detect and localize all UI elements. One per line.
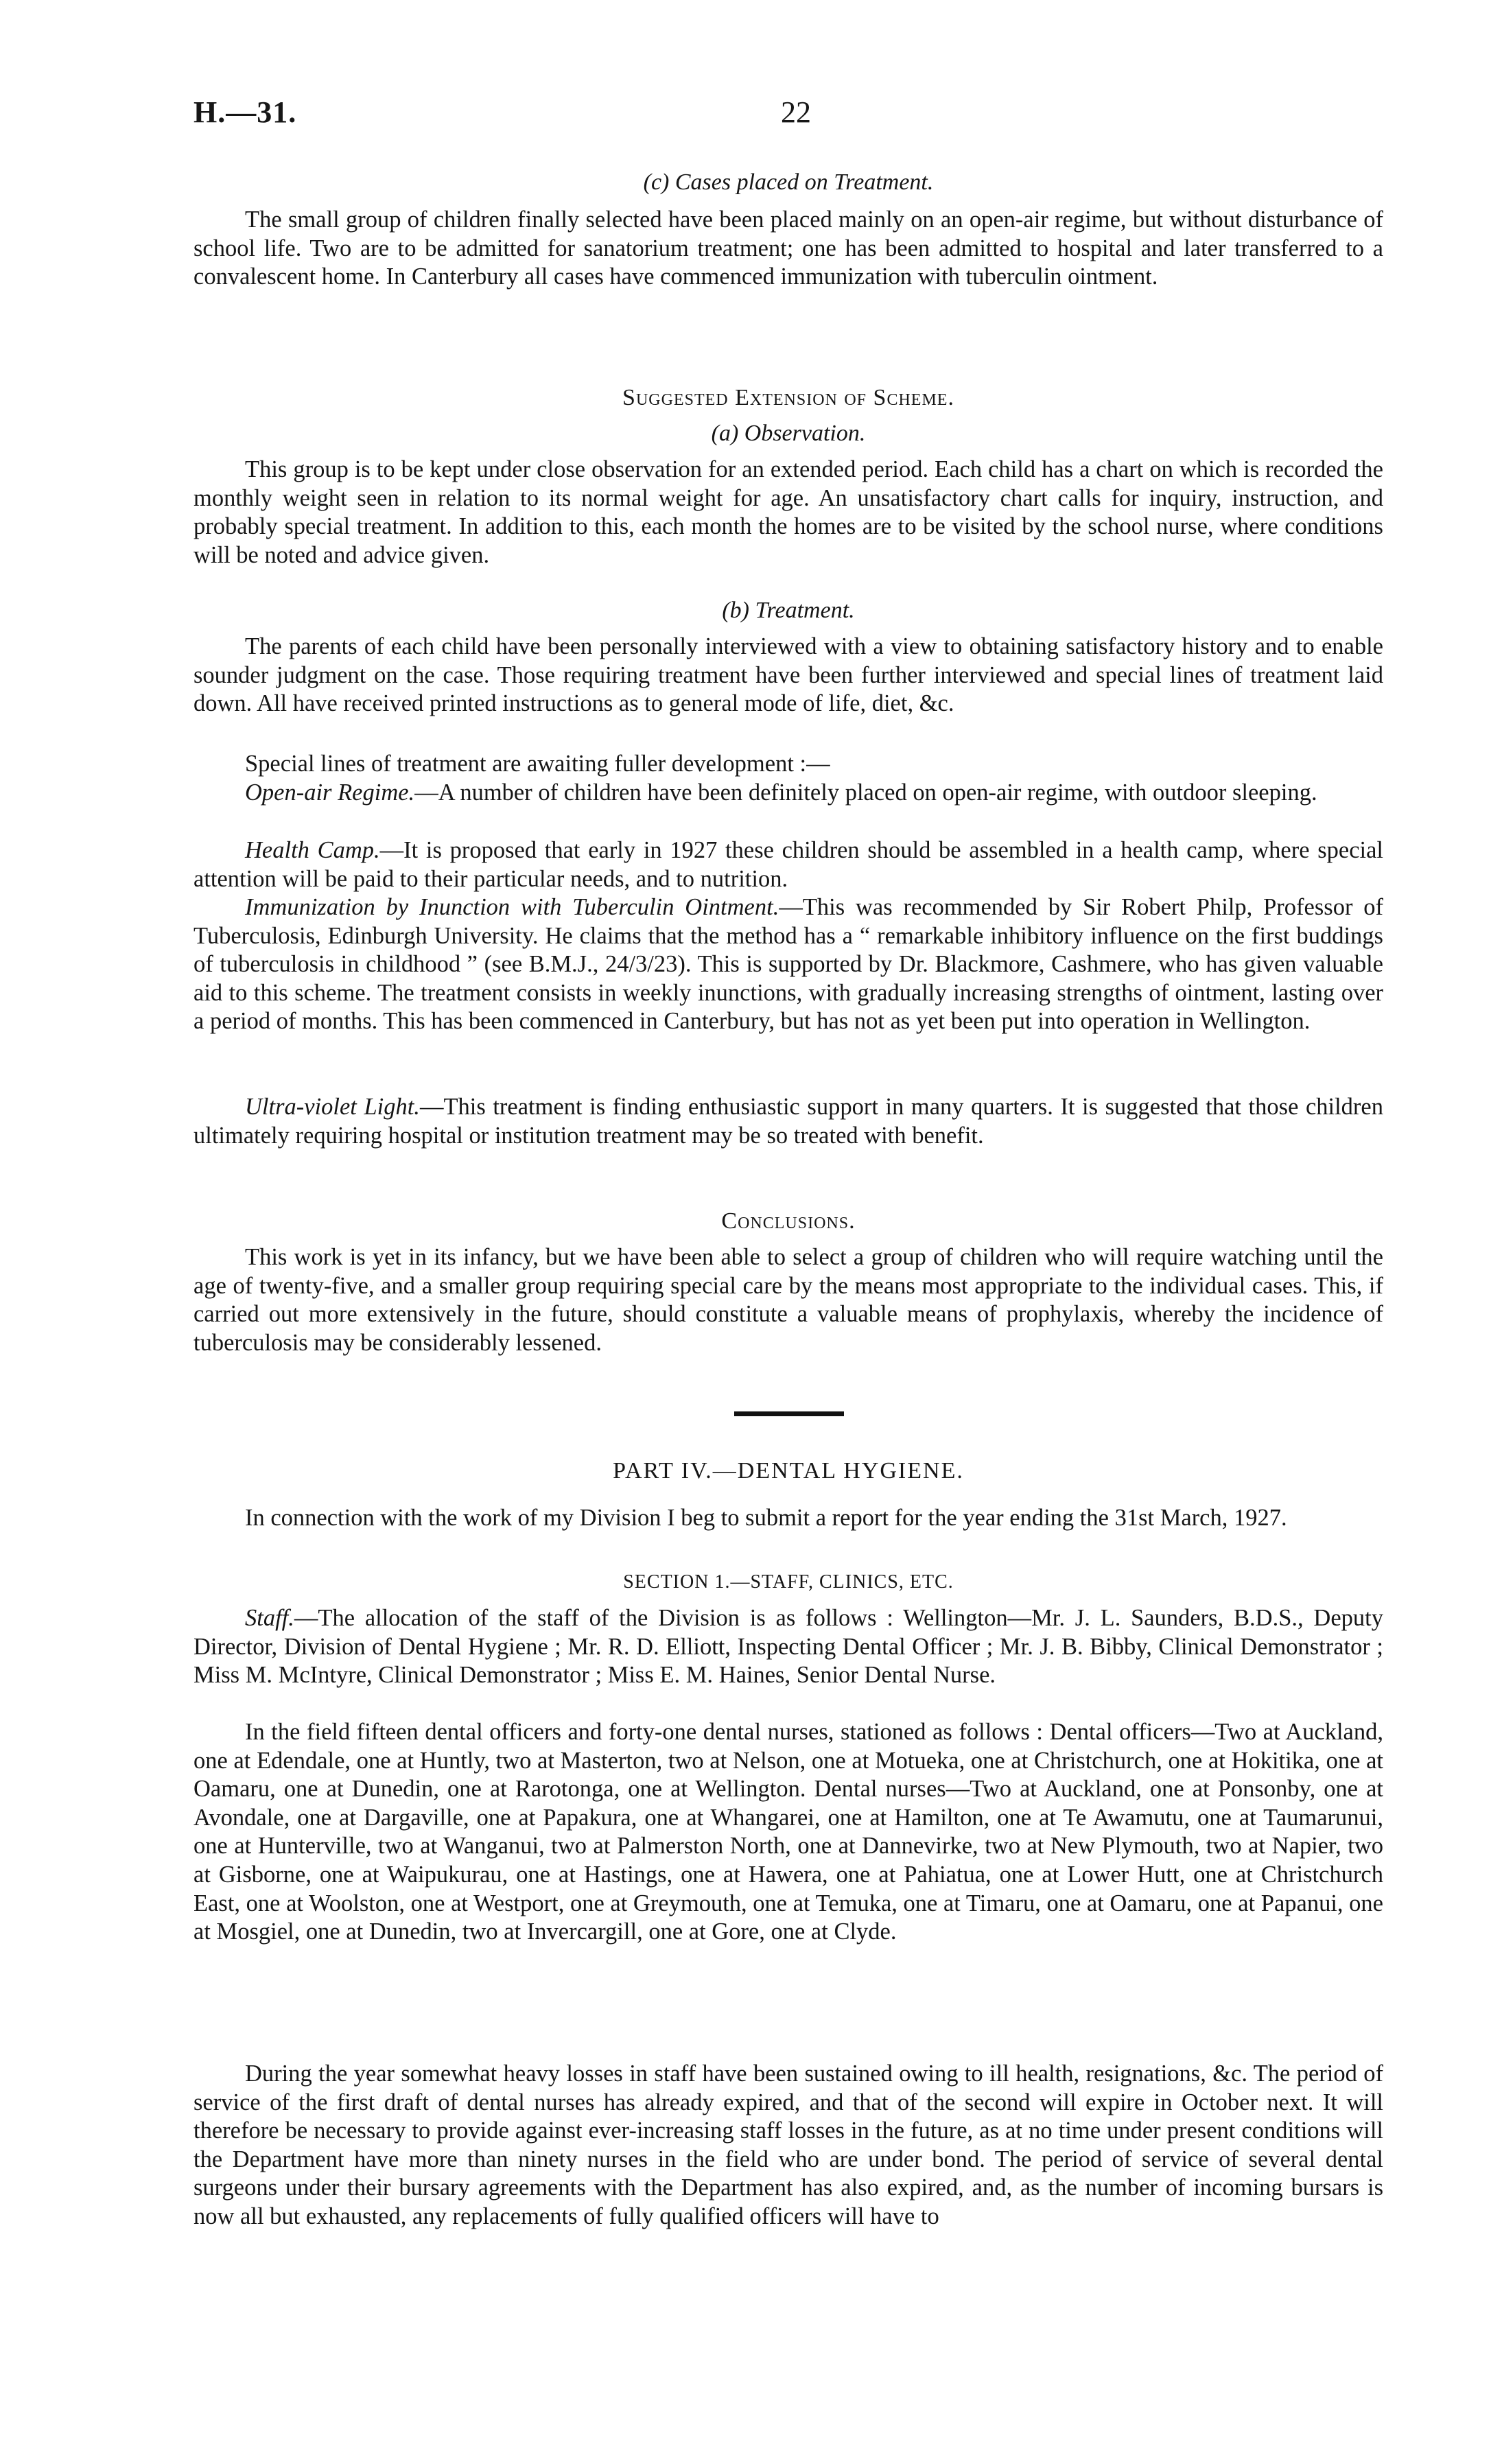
- staff-text: —The allocation of the staff of the Division is as follows : Wellington—Mr. J. L. Saunders, B.D.S., Deputy Director, Division of Dental Hygiene ; Mr. R. D. Elliott, Inspecting Dental Officer ; Mr. J. B. Bibby, Clinical Demonstrator ; Miss M. McIntyre, Clinical Demonstrator ; Miss E. M. Haines, Senior Dental Nurse.: [193, 1605, 1383, 1689]
- ultraviolet-paragraph: [193, 1093, 1383, 1150]
- cases-treatment-paragraph: The small group of children finally selected have been placed mainly on an open-air regime, but without disturbance of school life. Two are to be admitted for sanatorium treatment; one has been admitted to hospital and later transferred to a convalescent home. In Canterbury all cases have commenced immunization with tuberculin ointment.: [193, 207, 1383, 290]
- section-one-heading: SECTION 1.—STAFF, CLINICS, ETC.: [623, 1571, 954, 1593]
- conclusions-heading: Conclusions.: [721, 1208, 856, 1234]
- conclusions-paragraph: This work is yet in its infancy, but we have been able to select a group of children who will require watching until the age of twenty-five, and a smaller group requiring special care by the means most appropriate to the individual cases. This, if carried out more extensively in the future, should constitute a valuable means of prophylaxis, whereby the incidence of tuberculosis may be considerably lessened.: [193, 1244, 1383, 1356]
- report-reference: H.—31.: [193, 95, 297, 129]
- section-divider-rule: [734, 1411, 844, 1416]
- special-lines-paragraph: Special lines of treatment are awaiting fuller development :—: [245, 751, 830, 777]
- open-air-text: —A number of children have been definitely placed on open-air regime, with outdoor sleeping.: [414, 779, 1317, 806]
- health-camp-lead: Health Camp.: [245, 837, 380, 863]
- immunization-paragraph: [193, 893, 1383, 1036]
- ultraviolet-lead: Ultra-violet Light.: [245, 1094, 420, 1120]
- ultraviolet-text: —This treatment is finding enthusiastic support in many quarters. It is suggested that those children ultimately requiring hospital or institution treatment may be so treated with benefit.: [193, 1094, 1383, 1149]
- page-number: 22: [781, 95, 811, 129]
- health-camp-paragraph: [193, 836, 1383, 893]
- staff-lead: Staff.: [245, 1605, 294, 1631]
- open-air-lead: Open-air Regime.: [245, 779, 415, 806]
- observation-paragraph: This group is to be kept under close observation for an extended period. Each child has a chart on which is recorded the monthly weight seen in relation to its normal weight for age. An unsatisfactory chart calls for inquiry, instruction, and probably special treatment. In addition to this, each month the homes are to be visited by the school nurse, where conditions will be noted and advice given.: [193, 456, 1383, 568]
- open-air-paragraph: [193, 779, 1383, 808]
- field-staff-paragraph: In the field fifteen dental officers and forty-one dental nurses, stationed as follows : Dental officers—Two at Auckland, one at Edendale, one at Huntly, two at Masterton, two at Nelson, one at Motueka, one at Christchurch, one at Hokitika, one at Oamaru, one at Dunedin, one at Rarotonga, one at Wellington. Dental nurses—Two at Auckland, one at Ponsonby, one at Avondale, one at Dargaville, one at Papakura, one at Whangarei, one at Hamilton, one at Te Awamutu, one at Taumarunui, one at Hunterville, two at Wanganui, two at Palmerston North, one at Dannevirke, two at New Plymouth, two at Napier, two at Gisborne, one at Waipukurau, one at Hastings, one at Hawera, one at Pahiatua, one at Lower Hutt, one at Christchurch East, one at Woolston, one at Westport, one at Greymouth, one at Temuka, one at Timaru, one at Oamaru, one at Papanui, one at Mosgiel, one at Dunedin, two at Invercargill, one at Gore, one at Clyde.: [193, 1719, 1383, 1945]
- extension-heading: Suggested Extension of Scheme.: [622, 385, 954, 410]
- observation-heading: (a) Observation.: [711, 421, 866, 446]
- immunization-lead: Immunization by Inunction with Tuberculin Ointment.: [245, 894, 779, 920]
- immunization-text: —This was recommended by Sir Robert Philp, Professor of Tuberculosis, Edinburgh University. He claims that the method has a “ remarkable inhibitory influence on the first buddings of tuberculosis in childhood ” (see B.M.J., 24/3/23). This is supported by Dr. Blackmore, Cashmere, who has given valuable aid to this scheme. The treatment consists in weekly inunctions, with gradually increasing strengths of ointment, lasting over a period of months. This has been commenced in Canterbury, but has not as yet been put into operation in Wellington.: [193, 894, 1383, 1035]
- cases-treatment-heading: (c) Cases placed on Treatment.: [643, 169, 934, 195]
- staff-paragraph: [193, 1604, 1383, 1690]
- treatment-heading: (b) Treatment.: [722, 598, 855, 623]
- part-four-heading: PART IV.—DENTAL HYGIENE.: [613, 1458, 964, 1483]
- treatment-paragraph: The parents of each child have been personally interviewed with a view to obtaining satisfactory history and to enable sounder judgment on the case. Those requiring treatment have been further interviewed and special lines of treatment laid down. All have received printed instructions as to general mode of life, diet, &c.: [193, 633, 1383, 717]
- staff-losses-paragraph: During the year somewhat heavy losses in staff have been sustained owing to ill health, resignations, &c. The period of service of the first draft of dental nurses has already expired, and that of the second will expire in October next. It will therefore be necessary to provide against ever-increasing staff losses in the future, as at no time under present conditions will the Department have more than ninety nurses in the field who are under bond. The period of service of several dental surgeons under their bursary agreements with the Department has also expired, and, as the number of incoming bursars is now all but exhausted, any replacements of fully qualified officers will have to: [193, 2061, 1383, 2229]
- health-camp-text: —It is proposed that early in 1927 these children should be assembled in a health camp, where special attention will be paid to their particular needs, and to nutrition.: [193, 837, 1383, 892]
- part-four-intro: In connection with the work of my Division I beg to submit a report for the year ending the 31st March, 1927.: [245, 1505, 1287, 1531]
